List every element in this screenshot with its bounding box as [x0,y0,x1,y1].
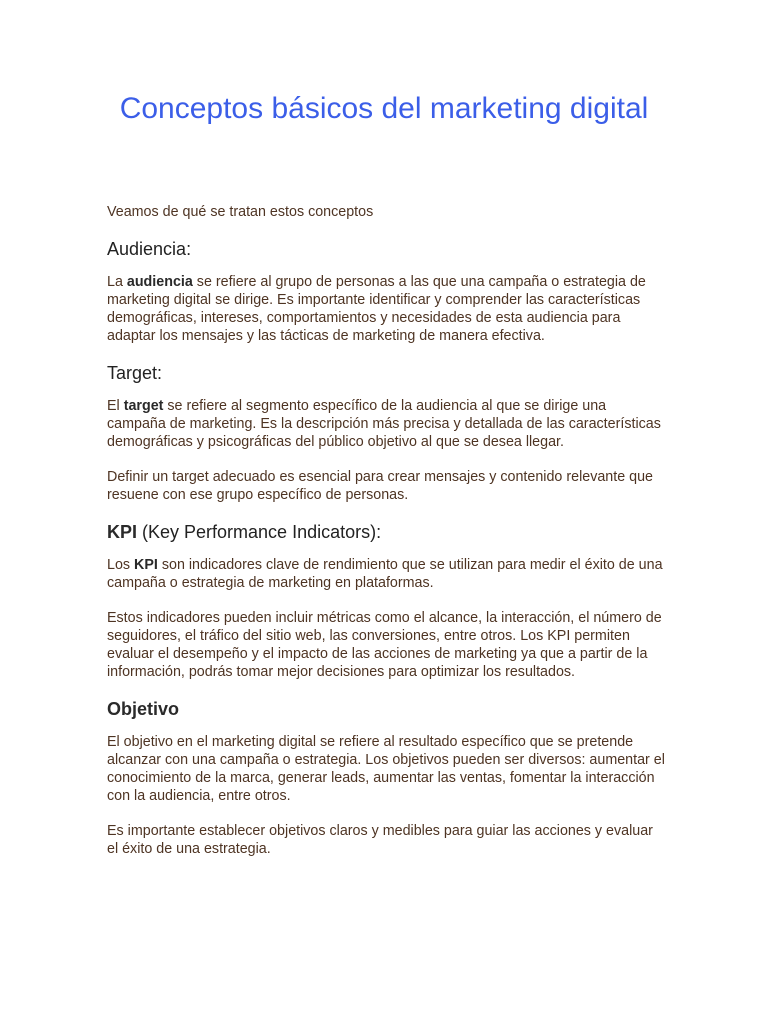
document-body [107,203,667,875]
target-text: se refiere al segmento específico de la audiencia al que se dirige una campaña de marketing. Es la descripción más precisa y detallada de las características demográficas y psicográficas del público objetivo al que se desea llegar. [107,398,661,450]
target-term: target [123,398,164,414]
heading-objetivo-label: Objetivo [107,699,180,719]
kpi-term: KPI [134,557,158,573]
target-paragraph-2: Definir un target adecuado es esencial para crear mensajes y contenido relevante que resuene con ese grupo específico de personas. [107,469,653,503]
audiencia-prefix: La [107,274,127,290]
heading-target-label: Target [107,363,158,383]
heading-audiencia-label: Audiencia [107,239,187,259]
heading-kpi [107,521,667,543]
kpi-prefix: Los [107,557,135,573]
heading-audiencia [107,238,667,260]
kpi-text: son indicadores clave de rendimiento que se utilizan para medir el éxito de una campaña o estrategia de marketing en plataformas. [107,557,663,591]
heading-kpi-suffix: (Key Performance Indicators): [137,522,382,542]
objetivo-paragraph-2: Es importante establecer objetivos claros y medibles para guiar las acciones y evaluar el éxito de una estrategia. [107,823,653,857]
target-paragraph-1 [107,397,667,451]
audiencia-term: audiencia [126,274,193,290]
audiencia-text: se refiere al grupo de personas a las que una campaña o estrategia de marketing digital se dirige. Es importante identificar y comprender las características demográficas, intereses, comportamientos y necesidades de esta audiencia para adaptar los mensajes y las tácticas de marketing de manera efectiva. [107,274,646,344]
objetivo-paragraph-1: El objetivo en el marketing digital se refiere al resultado específico que se pretende alcanzar con una campaña o estrategia. Los objetivos pueden ser diversos: aumentar el conocimiento de la marca, generar leads, aumentar las ventas, fomentar la interacción con la audiencia, entre otros. [107,734,665,804]
heading-audiencia-suffix: : [186,239,192,259]
heading-kpi-label: KPI [107,522,138,542]
heading-target [107,362,667,384]
intro-paragraph: Veamos de qué se tratan estos conceptos [107,204,374,220]
page-title: Conceptos básicos del marketing digital [119,92,649,125]
heading-target-suffix: : [157,363,163,383]
heading-objetivo [107,698,667,720]
audiencia-paragraph [107,273,667,345]
kpi-paragraph-1 [107,556,667,592]
kpi-paragraph-2: Estos indicadores pueden incluir métricas como el alcance, la interacción, el número de seguidores, el tráfico del sitio web, las conversiones, entre otros. Los KPI permiten evaluar el desempeño y el impacto de las acciones de marketing ya que a partir de la información, podrás tomar mejor decisiones para optimizar los resultados. [107,610,662,680]
target-prefix: El [107,398,124,414]
